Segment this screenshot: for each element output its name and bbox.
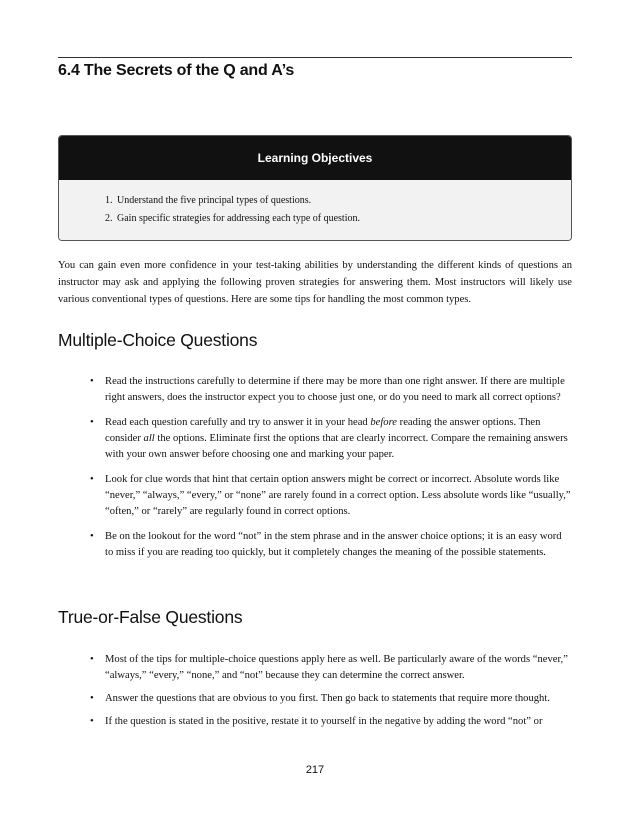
bullet-icon: • <box>90 417 94 428</box>
list-item <box>58 529 572 561</box>
list-item <box>58 374 572 406</box>
list-item <box>58 472 572 520</box>
page <box>58 0 572 815</box>
list-item-text: Most of the tips for multiple-choice questions apply here as well. Be particularly aware of the words “never,” “always,” “every,” “none,” and “not” because they can determine the correct answer. <box>105 654 568 681</box>
learning-objectives-list <box>59 192 571 228</box>
true-false-list <box>58 652 572 737</box>
list-item-text: Look for clue words that hint that certain option answers might be correct or incorrect. Absolute words like “never,” “always,” “every,” or “none” are rarely found in a correct option. Less absolute words like “usually,” “often,” or “rarely” are regularly found in correct options. <box>105 474 571 517</box>
bullet-icon: • <box>90 716 94 727</box>
list-item-text: Read the instructions carefully to determine if there may be more than one right answer. If there are multiple right answers, does the instructor expect you to choose just one, or do you need to mark all correct options? <box>105 376 565 403</box>
objective-item: 1. Understand the five principal types of questions. <box>115 192 571 210</box>
list-item <box>58 652 572 684</box>
list-item-text: Answer the questions that are obvious to you first. Then go back to statements that require more thought. <box>105 693 550 704</box>
objective-item: 2. Gain specific strategies for addressing each type of question. <box>115 210 571 228</box>
list-item-text: Read each question carefully and try to answer it in your head <box>105 417 371 428</box>
bullet-icon: • <box>90 376 94 387</box>
top-rule <box>58 57 572 58</box>
true-false-heading: True-or-False Questions <box>58 607 243 627</box>
intro-paragraph: You can gain even more confidence in your test-taking abilities by understanding the different kinds of questions an instructor may ask and applying the following proven strategies for answering them. Most instructors will likely use various conventional types of questions. Here are some tips for handling the most common types. <box>58 260 572 305</box>
list-item <box>58 415 572 463</box>
section-title: 6.4 The Secrets of the Q and A’s <box>58 62 295 79</box>
list-item <box>58 691 572 707</box>
learning-objectives-body <box>59 180 571 241</box>
list-item-text: reading the answer options. Then consider <box>105 417 541 444</box>
bullet-icon: • <box>90 693 94 704</box>
emphasis-before: before <box>370 417 398 428</box>
bullet-icon: • <box>90 531 94 542</box>
list-item-text: Be on the lookout for the word “not” in the stem phrase and in the answer choice options; it is an easy word to miss if you are reading too quickly, but it completely changes the meaning of the possible statements. <box>105 531 562 558</box>
bullet-icon: • <box>90 474 94 485</box>
list-item <box>58 714 572 730</box>
learning-objectives-title: Learning Objectives <box>257 151 373 165</box>
multiple-choice-list <box>58 374 572 570</box>
learning-objectives-box <box>58 135 572 241</box>
emphasis-all: all <box>143 433 155 444</box>
multiple-choice-heading: Multiple-Choice Questions <box>58 330 258 350</box>
learning-objectives-header <box>59 136 571 180</box>
list-item-text: If the question is stated in the positive, restate it to yourself in the negative by adding the word “not” or <box>105 716 543 727</box>
page-number: 217 <box>305 764 325 776</box>
bullet-icon: • <box>90 654 94 665</box>
list-item-text: the options. Eliminate first the options that are clearly incorrect. Compare the remaining answers with your own answer before choosing one and marking your paper. <box>105 433 568 460</box>
